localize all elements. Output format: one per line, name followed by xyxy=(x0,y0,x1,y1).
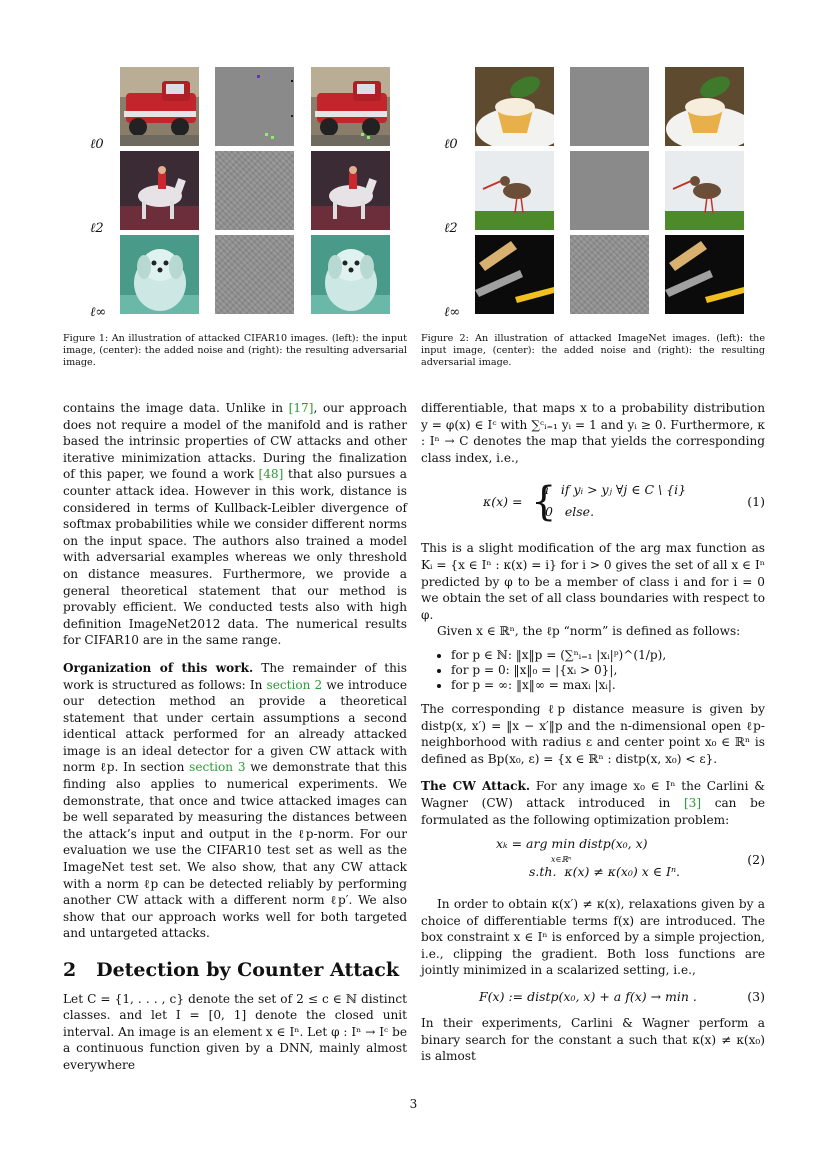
right-paragraph-3: Given x ∈ ℝⁿ, the ℓp “norm” is defined as follows: xyxy=(437,624,741,639)
text: , our approach does not require a model of the manifold and is rather based the intrinsic properties of CW attacks and other iterative minimization attacks. During the finalization of this paper, we found a work xyxy=(63,401,407,482)
fig2-noise-l2 xyxy=(570,151,649,230)
right-paragraph-cw xyxy=(421,778,765,828)
section-heading xyxy=(63,959,407,981)
fig2-input-bird xyxy=(475,151,554,230)
citation-link-3[interactable]: [3] xyxy=(683,795,702,810)
right-paragraph-1: differentiable, that maps x to a probability distribution y = φ(x) ∈ Iᶜ with ∑ᶜᵢ₌₁ yᵢ = 1 and yᵢ ≥ 0. Furthermore, κ : Iⁿ → C denotes the map that yields the corresponding class index, i.e., xyxy=(421,401,765,465)
eq2-subscript: x∈ℝⁿ xyxy=(551,855,572,865)
section-2-link[interactable]: section 2 xyxy=(266,677,323,692)
fig2-input-pencils xyxy=(475,235,554,314)
list-item: • for p ∈ ℕ: ‖x‖p = (∑ⁿᵢ₌₁ |xᵢ|ᵖ)^(1/p), xyxy=(451,648,765,663)
eq1-lhs: κ(x) = xyxy=(483,494,523,510)
text: we demonstrate that this finding also applies to numerical experiments. We demonstrate, that once and twice attacked images can be well separated by measuring the distances between the attack’s input and output in the ℓp-norm. For our evaluation we use the CIFAR10 test set as well as the ImageNet test set. We also show, that any CW attack with a norm ℓp can be detected reliably by performing another CW attack with a different norm ℓp′. We also show that our approach works well for both targeted and untargeted attacks. xyxy=(63,760,407,941)
fig1-input-puppy xyxy=(120,235,199,314)
fig2-adversarial-cupcake xyxy=(665,67,744,146)
text: For any image x₀ ∈ Iⁿ the Carlini & Wagner (CW) attack introduced in xyxy=(421,779,765,810)
eq1-case-1: i if yᵢ > yⱼ ∀j ∈ C \ {i} xyxy=(545,482,687,498)
eq1-number: (1) xyxy=(747,494,765,510)
fig1-adversarial-horse xyxy=(311,151,390,230)
eq2-line-1: xₖ = arg min distp(x₀, x) xyxy=(496,836,648,852)
equation-2 xyxy=(421,834,765,892)
eq1-brace: { xyxy=(531,479,557,526)
text: contains the image data. Unlike in xyxy=(63,401,289,415)
fig1-row-label-l2: ℓ2 xyxy=(90,221,104,236)
text: that also pursues a counter attack idea. However in this work, distance is considered in terms of Kullback-Leibler divergence of softmax probabilities while we consider different norms on the input space. The authors also trained a model with adversarial examples whereas we only threshold on distance measures. Furthermore, we provide a general theoretical statement that our method is provably efficient. We conducted tests also with high definition ImageNet2012 data. The numerical results for CIFAR10 are in the same range. xyxy=(63,467,407,648)
text: The remainder of this work is structured as follows: In xyxy=(63,660,407,692)
list-item: • for p = ∞: ‖x‖∞ = maxᵢ |xᵢ|. xyxy=(451,678,765,693)
eq1-case-2: 0 else. xyxy=(545,504,595,520)
equation-1 xyxy=(421,472,765,536)
fig2-row-label-l0: ℓ0 xyxy=(444,137,458,152)
right-paragraph-2: This is a slight modification of the arg max function as Kᵢ = {x ∈ Iⁿ : κ(x) = i} for i > 0 gives the set of all x ∈ Iⁿ predicted by φ to be a member of class i and for i = 0 we obtain the set of all class boundaries with respect to φ. xyxy=(421,541,765,622)
norm-definition-list xyxy=(421,648,765,693)
fig1-noise-l2 xyxy=(215,151,294,230)
text: can be formulated as the following optimization problem: xyxy=(421,795,765,827)
section-number: 2 xyxy=(63,959,77,981)
right-paragraph-4: The corresponding ℓp distance measure is given by distp(x, x′) = ‖x − x′‖p and the n-dimensional open ℓp-neighborhood with radius ε and center point x₀ ∈ ℝⁿ is defined as Bp(x₀, ε) = {x ∈ ℝⁿ : distp(x, x₀) < ε}. xyxy=(421,701,765,766)
fig1-noise-l0 xyxy=(215,67,294,146)
citation-link-48[interactable]: [48] xyxy=(258,467,284,482)
organization-heading: Organization of this work. xyxy=(63,660,254,675)
fig2-noise-linf xyxy=(570,235,649,314)
section-title: Detection by Counter Attack xyxy=(96,959,400,981)
fig1-adversarial-truck xyxy=(311,67,390,146)
fig2-row-label-l2: ℓ2 xyxy=(444,221,458,236)
equation-3 xyxy=(421,979,765,1015)
right-column xyxy=(421,400,765,1065)
fig1-noise-linf xyxy=(215,235,294,314)
fig2-row-label-linf: ℓ∞ xyxy=(444,305,461,320)
fig1-input-horse xyxy=(120,151,199,230)
eq2-number: (2) xyxy=(747,852,765,868)
left-paragraph-definitions: Let C = {1, . . . , c} denote the set of 2 ≤ c ∈ ℕ distinct classes. and let I = [0, 1] denote the closed unit interval. An image is an element x ∈ Iⁿ. Let φ : Iⁿ → Iᶜ be a continuous function given by a DNN, mainly almost everywhere xyxy=(63,991,407,1072)
citation-link-17[interactable]: [17] xyxy=(288,401,314,415)
figure-1-caption: Figure 1: An illustration of attacked CIFAR10 images. (left): the input image, (center): the added noise and (right): the resulting adversarial image. xyxy=(63,333,407,369)
fig1-row-label-linf: ℓ∞ xyxy=(90,305,107,320)
list-item: • for p = 0: ‖x‖₀ = |{xᵢ > 0}|, xyxy=(451,663,765,678)
page-number: 3 xyxy=(409,1097,418,1111)
text: we introduce our detection method an provide a theoretical statement that under certain assumptions a second identical attack performed for an already attacked image is an ideal detector for a given CW attack with norm ℓp. In section xyxy=(63,677,407,775)
figure-2-caption: Figure 2: An illustration of attacked ImageNet images. (left): the input image, (center): the added noise and (right): the resulting adversarial image. xyxy=(421,333,765,369)
left-paragraph-1 xyxy=(63,400,407,649)
fig2-noise-l0 xyxy=(570,67,649,146)
fig1-adversarial-puppy xyxy=(311,235,390,314)
eq2-line-2: s.th. κ(x) ≠ κ(x₀) x ∈ Iⁿ. xyxy=(529,864,681,880)
fig2-adversarial-bird xyxy=(665,151,744,230)
eq3-body: F(x) := distp(x₀, x) + a f(x) → min . xyxy=(479,989,697,1005)
left-column xyxy=(63,400,407,1074)
right-paragraph-7: In their experiments, Carlini & Wagner perform a binary search for the constant a such that κ(x) ≠ κ(x₀) is almost xyxy=(421,1016,765,1064)
cw-attack-heading: The CW Attack. xyxy=(421,779,531,794)
fig2-adversarial-pencils xyxy=(665,235,744,314)
section-3-link[interactable]: section 3 xyxy=(189,760,246,775)
eq3-number: (3) xyxy=(747,989,765,1005)
fig2-input-cupcake xyxy=(475,67,554,146)
right-paragraph-6: In order to obtain κ(x′) ≠ κ(x), relaxations given by a choice of differentiable terms f(x) are introduced. The box constraint x ∈ Iⁿ is enforced by a simple projection, i.e., clipping the gradient. Both loss functions are jointly minimized in a scalarized setting, i.e., xyxy=(421,897,765,978)
left-paragraph-organization xyxy=(63,660,407,942)
fig1-row-label-l0: ℓ0 xyxy=(90,137,104,152)
fig1-input-truck xyxy=(120,67,199,146)
